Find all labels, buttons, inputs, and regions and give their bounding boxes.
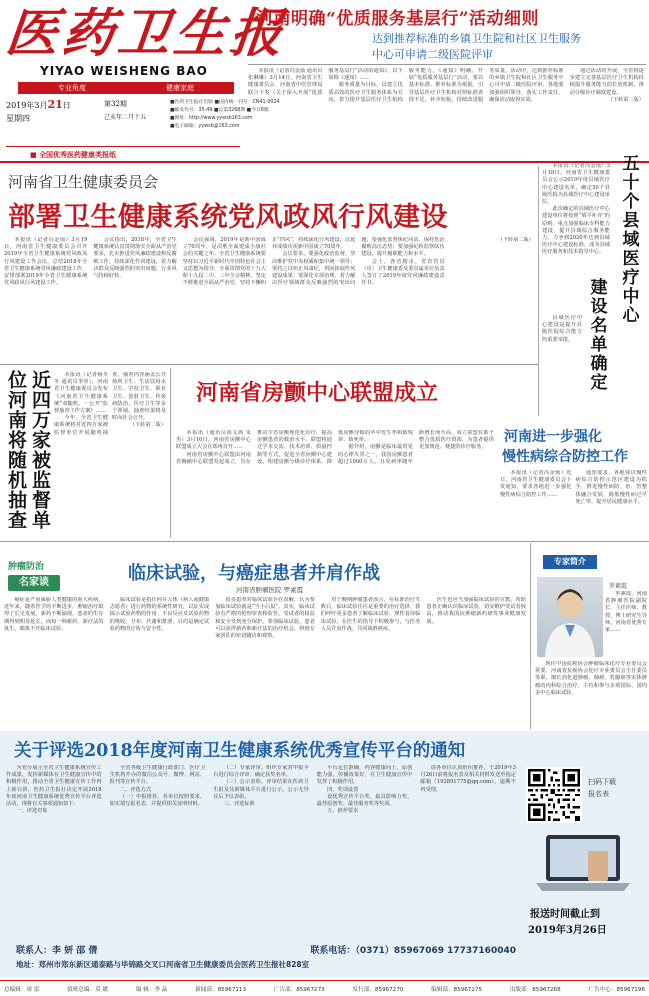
story-b-char: 五 <box>622 154 640 174</box>
top-story-byline: 本报讯（记者冯金灿 通讯员张琳琳）3月14日，河南省卫生健康委员会、河南省中医管理局联合下发《关于深入开展“优质服务基层行”活动的通知》，以下简称《通知》…… <box>248 68 403 96</box>
contact-right: 联系电话：（0371）85967069 17737160040 <box>310 946 516 956</box>
slogan-2: 健康家庭 <box>166 84 194 92</box>
feature-body: 癌症是严重威胁人类健康的重大疾病。近年来，随着医学的不断进步，肿瘤治疗取得了长足发展，新药不断涌现，患者的生存期得到明显延长。而每一种新药、新疗法的诞生，都离不开临床试验。 临床试验是指任何在人体（病人或健康志愿者）进行药物的系统性研究，以证实或揭示试验药物的作用、不良反应及试验药物的吸收、分布、代谢和排泄，目的是确定试验药物的疗效与安全性。 很多患者对临床试验存在误解，认为参加临床试验就是“当小白鼠”。其实，临床试验有严格的伦理审查和监管，受试者的权益和安全受到充分保护。参加临床试验，患者可以获得新药和新疗法的治疗机会，得到专家团队的密切随访和观察。 对于晚期肿瘤患者而言，在标准治疗失败后，临床试验往往是重要的治疗选择。我们呼吁更多患者了解临床试验、理性看待临床试验，在医生的指导下积极参与，与医务人员并肩作战，共同战胜癌症。 医生也应当加强临床试验的宣教，帮助患者正确认识临床试验，切实维护受试者权益，推动我国抗肿瘤新药研发事业健康发展。 <box>4 597 526 640</box>
story-b-char: 个 <box>622 192 640 212</box>
story-b-body: 县域医疗中心建设是提升县级医院综合能力的重要举措。 <box>542 315 582 343</box>
weekday: 星期四 <box>6 114 30 123</box>
masthead-tagline <box>30 150 116 160</box>
laptop-icon <box>528 831 638 897</box>
slogan-1: 专业角度 <box>58 84 86 92</box>
feature-author: 河南省肿瘤医院 罗素霞 <box>236 586 304 594</box>
deadline-2: 2019年3月26日 <box>528 925 607 936</box>
footer-item: 广告中心：85967196 <box>588 986 645 993</box>
footer-item: 编 辑：李 晶 <box>135 986 168 993</box>
footer-item: 编辑部：85967275 <box>431 986 483 993</box>
story-a-kicker: 河南省卫生健康委员会 <box>8 173 159 191</box>
notice-title: 关于评选2018年度河南卫生健康系统优秀宣传平台的通知 <box>14 741 466 761</box>
meta-total: ■总第3268期 <box>214 108 246 113</box>
story-c-title-text: 近四万家被监督单位河南将随机抽查 <box>5 370 51 530</box>
feature-title: 临床试验，与癌症患者并肩作战 <box>128 563 380 584</box>
date-prefix: 2019年3月 <box>6 101 48 110</box>
qr-code-graphic <box>528 769 580 821</box>
meta-pages: ■今日8版 <box>246 108 269 113</box>
expert-box <box>530 543 649 729</box>
story-b-byline: 本报讯（记者冯金灿）3月18日，河南省卫生健康委员会公示2019年度县域医疗中心建设名单，确定50个县级医院为县域医疗中心建设单位。 <box>542 163 610 206</box>
top-story-subtitle-2: 中心可申请二级医院评审 <box>372 48 493 61</box>
feature-tag-2: 名家谈 <box>8 575 60 591</box>
story-b-char: 建 <box>590 278 608 298</box>
story-b-char: 定 <box>590 373 608 393</box>
notice-address: 地址：郑州市郑东新区通泰路与毕锦路交叉口河南省卫生健康委员会医药卫生报社828室 <box>16 960 310 969</box>
story-d-body: 本报讯（通讯员尚文海 朱杰）3月16日，河南省房颤中心联盟成立大会在郑州召开…… 河南省房颤中心联盟由河南省胸痛中心联盟发起成立，旨在推动全省房颤规范化诊疗，提高房颤患者的救治水平。联盟将通过学术交流、技术培训、质量控制等方式，促进全省房颤中心建设，构建房颤分级诊疗体系，降低房颤导致的卒中发生率和致残率、致死率。 据介绍，房颤是临床最常见的心律失常之一，我国房颤患者超过1000万人，且发病率随年龄增长而升高。成立联盟有助于整合优质医疗资源，为患者提供更加规范、便捷的诊疗服务。 <box>176 430 494 465</box>
story-a-title: 部署卫生健康系统党风政风行风建设 <box>8 202 448 233</box>
issue-number: 第32期 <box>104 100 127 108</box>
masthead-pinyin: YIYAO WEISHENG BAO <box>40 64 208 78</box>
contact-left: 联系人：李 妍 邵 倩 <box>16 946 98 956</box>
story-b-char: 单 <box>590 335 608 355</box>
meta-cn: ■国内统一刊号：CN41-0024 <box>214 100 280 105</box>
story-e-title-2: 慢性病综合防控工作 <box>502 449 628 465</box>
story-a-byline: 本报讯（记者冯金灿）3月19日，河南省卫生健康委员会召开2019年全省卫生健康系统党风政风行风建设工作会议，总结2018年全省卫生健康系统党风廉政建设工作，安排部署2019年全省卫生健康系统党风政风行风建设工作。 <box>4 237 88 287</box>
date-suffix: 日 <box>62 101 71 110</box>
story-a <box>0 163 538 363</box>
story-a-body: 本报讯（记者冯金灿）3月19日，河南省卫生健康委员会召开2019年全省卫生健康系统党风政风行风建设工作会议，总结2018年全省卫生健康系统党风廉政建设工作，安排部署2019年全省卫生健康系统党风政风行风建设工作。 会议指出，2018年，全省卫生健康系统认真贯彻落实全面从严治党要求，扎实推进党风廉政建设和反腐败工作，持续深化作风建设，着力解决群众反映强烈的突出问题，行业风气持续好转。 会议强调，2019年是新中国成立70周年，是决胜全面建成小康社会的关键之年。全省卫生健康系统要坚持以习近平新时代中国特色社会主义思想为指导，全面贯彻党的十九大和十九届二中、三中全会精神，坚定不移推进全面从严治党，坚持不懈纠正“四风”，持续深化行风建设，以优异成绩庆祝新中国成立70周年。 会议要求，要强化政治监督，坚决维护党中央权威和集中统一领导；要持之以恒正风肃纪，巩固拓展作风建设成果；要深化专项治理，着力解决医疗领域群众反映强烈的突出问题；要强化监督执纪问责，保持惩治腐败高压态势；要加强纪检监察队伍建设，提升履职能力和水平。 会上，各省辖市、省直管县（市）卫生健康委及委直属单位负责人签订了2019年度党风廉政建设责任书。 （下转第二版） <box>4 237 534 287</box>
feature-tag <box>8 559 68 595</box>
story-d <box>172 366 498 540</box>
top-story-divider <box>248 64 646 65</box>
story-b-title-vertical <box>616 155 646 326</box>
footer-item: 值班总编：莫 媛 <box>67 986 109 993</box>
top-story-body: 本报讯（记者冯金灿 通讯员张琳琳）3月14日，河南省卫生健康委员会、河南省中医管理局联合下发《关于深入开展“优质服务基层行”活动的通知》，以下简称《通知》…… 服务质量为目标，以建立优质高效的医疗卫生服务体系为方向，着力提升基层医疗卫生机构服务能力。《通知》明确，开展“优质服务基层行”活动，要以基本标准、推荐标准为依据，引导基层医疗卫生机构对照标准查找不足、补齐短板，持续改进服务质量。活动中，达到推荐标准的乡镇卫生院和社区卫生服务中心可申请二级医院评审。各地要加强组织领导，落实工作责任，确保活动取得实效。 通过活动的开展，全省将逐步建立完善基层医疗卫生机构持续提升服务能力的长效机制，推动分级诊疗制度建设。 （下转第二版） <box>248 68 644 103</box>
qr-caption-1: 扫码下载 <box>588 778 616 786</box>
section-divider-1 <box>0 364 538 365</box>
story-e-body: 本报讯（记者冯金灿）近日，河南省卫生健康委员会下发通知，要求各地进一步强化慢性病综合防控工作…… 通知要求，各地要以慢性病综合防控示范区建设为抓手，推进慢性病防、治、管整体融合发展，降低慢性病过早死亡率，提升居民健康水平。 <box>500 470 647 505</box>
expert-bio-more: 现任中国抗癌协会肿瘤临床化疗专业委员会常委、河南省抗癌协会化疗专业委员会主任委员等职。擅长消化道肿瘤、肺癌、乳腺癌等实体肿瘤的内科综合治疗，主持和参与多项国际、国内多中心临床试验。 <box>535 661 647 696</box>
expert-photo <box>537 577 603 657</box>
story-b-char: 确 <box>590 354 608 374</box>
top-story <box>242 0 646 160</box>
notice-body: 为充分展示全省卫生健康系统宣传工作成果，发挥新媒体在卫生健康宣传中的积极作用，推动全省卫生健康宣传工作再上新台阶，医药卫生报社决定开展2018年度河南卫生健康系统优秀宣传平台评选活动。现将有关事项通知如下： 一、评选对象 全省各级卫生健康行政部门、医疗卫生机构开办的微信公众号、微博、网站、报刊等宣传平台。 二、评选方式 （一）申报推荐。各单位按照要求，如实填写报名表，并提供相关证明材料。 （二）专家评审。组织专家对申报平台进行综合评审，确定获奖名单。 （三）公示表彰。评审结果在医药卫生报及其新媒体平台进行公示，公示无异议后予以表彰。 三、评选标准 平台定位准确，内容健康向上，原创能力强，传播效果好，在卫生健康宣传中发挥了积极作用。 四、奖项设置 设优秀宣传平台奖、最具影响力奖、最佳原创奖、最佳服务奖等奖项。 五、推荐要求 请各单位认真组织推荐，于2019年3月26日前将报名表及相关材料发送至指定邮箱（192891775@qq.com），逾期不再受理。 <box>6 765 516 815</box>
footer-item: 出版部：85967268 <box>509 986 561 993</box>
masthead-slogan-bar <box>18 82 234 94</box>
story-c-byline: 本报讯（记者杨冬冬 通讯员李喜），河南省卫生健康委员会发布《河南省卫生健康系统“双随机、一公开”监督抽查工作方案》…… <box>54 372 108 415</box>
expert-portrait-icon <box>537 577 603 657</box>
expert-bio <box>605 591 647 657</box>
laptop-illustration <box>528 831 638 897</box>
footer-item: 总编辑：周 雷 <box>4 986 40 993</box>
story-c-footer: （下转第二版） <box>129 422 166 429</box>
tagline-icon: ■ <box>30 151 40 159</box>
story-c-title <box>2 370 52 536</box>
section-divider-2 <box>0 541 649 542</box>
feature-tag-1: 肿瘤防治 <box>8 562 45 572</box>
tagline-text: 全国优秀医药健康类报纸 <box>39 151 117 159</box>
meta-publisher: ■医药卫生报社出版 <box>170 100 213 105</box>
story-e <box>498 366 649 540</box>
story-c <box>0 366 170 540</box>
notice-contact <box>16 943 516 956</box>
story-e-byline: 本报讯（记者冯金灿）近日，河南省卫生健康委员会下发通知，要求各地进一步强化慢性病综合防控工作…… <box>500 470 572 498</box>
masthead-rule <box>6 146 240 147</box>
story-b-char: 中 <box>622 287 640 307</box>
expert-name: 罗素霞 <box>609 583 628 590</box>
footer <box>0 980 649 996</box>
story-c-divider <box>170 368 171 538</box>
footer-item: 发行部：85967270 <box>352 986 404 993</box>
story-b-char: 名 <box>590 316 608 336</box>
story-c-body: 本报讯（记者杨冬冬 通讯员李喜），河南省卫生健康委员会发布《河南省卫生健康系统“双随机、一公开”监督抽查工作方案》…… 今年，全省卫生健康系统将对近四万家被监督单位开展随机抽查，抽查内容涵盖公共场所卫生、生活饮用水卫生、学校卫生、职业卫生、放射卫生、传染病防治、医疗卫生等多个领域。抽查结果将及时向社会公开。 （下转第二版） <box>54 372 166 436</box>
story-b-lead: 本报讯（记者冯金灿）3月18日，河南省卫生健康委员会公示2019年度县域医疗中心建设名单，确定50个县级医院为县域医疗中心建设单位。 此次确定的县域医疗中心建设单位将按照“填平补齐”的原则，重点加强临床专科能力建设，提升县域综合服务能力，力争到2020年达到县域医疗中心建设标准，成为县域医疗服务和技术指导中心。 <box>542 163 610 256</box>
story-b-char: 疗 <box>622 268 640 288</box>
meta-website: ■网址：http://www.yywsb163.com <box>170 116 253 121</box>
story-b-char: 设 <box>590 297 608 317</box>
top-story-footer: （下转第二版） <box>607 96 644 103</box>
story-d-byline: 本报讯（通讯员尚文海 朱杰）3月16日，河南省房颤中心联盟成立大会在郑州召开…… <box>176 430 251 451</box>
story-b-char: 十 <box>622 173 640 193</box>
feature <box>0 543 649 729</box>
footer-item: 广告部：85967273 <box>273 986 325 993</box>
date-day: 21 <box>47 98 63 111</box>
story-b-char: 县 <box>622 211 640 231</box>
story-d-title: 河南省房颤中心联盟成立 <box>196 380 439 406</box>
issue-block <box>104 98 160 124</box>
story-a-footer: （下转第二版） <box>497 237 534 243</box>
expert-bio-text: 罗素霞，河南省肿瘤医院副院长、主任医师，教授，博士研究生导师，河南省优秀专家…… <box>605 591 647 634</box>
notice <box>0 731 649 977</box>
deadline-1: 报送时间截止到 <box>530 909 600 920</box>
qr-code-icon[interactable] <box>526 767 582 823</box>
date-block <box>6 98 106 140</box>
expert-label: 专家简介 <box>543 555 597 569</box>
meta-email: ■电子邮箱：yywsb@163.com <box>170 124 240 129</box>
footer-item: 新闻部：85967113 <box>195 986 247 993</box>
meta-postal: ■邮发代号：35-49 <box>170 108 213 113</box>
story-b-char: 医 <box>622 249 640 269</box>
story-e-title-1: 河南进一步强化 <box>504 429 602 445</box>
qr-block <box>520 765 644 941</box>
story-b-char: 域 <box>622 230 640 250</box>
masthead-title: 医药卫生报 <box>2 3 290 64</box>
top-story-title: 河南明确“优质服务基层行”活动细则 <box>256 9 540 29</box>
lunar-date: 己亥年二月十五 <box>104 114 147 121</box>
top-story-subtitle-1: 达到推荐标准的乡镇卫生院和社区卫生服务 <box>372 32 581 45</box>
qr-caption-2: 报名表 <box>588 790 609 798</box>
story-b-char: 心 <box>622 306 640 326</box>
